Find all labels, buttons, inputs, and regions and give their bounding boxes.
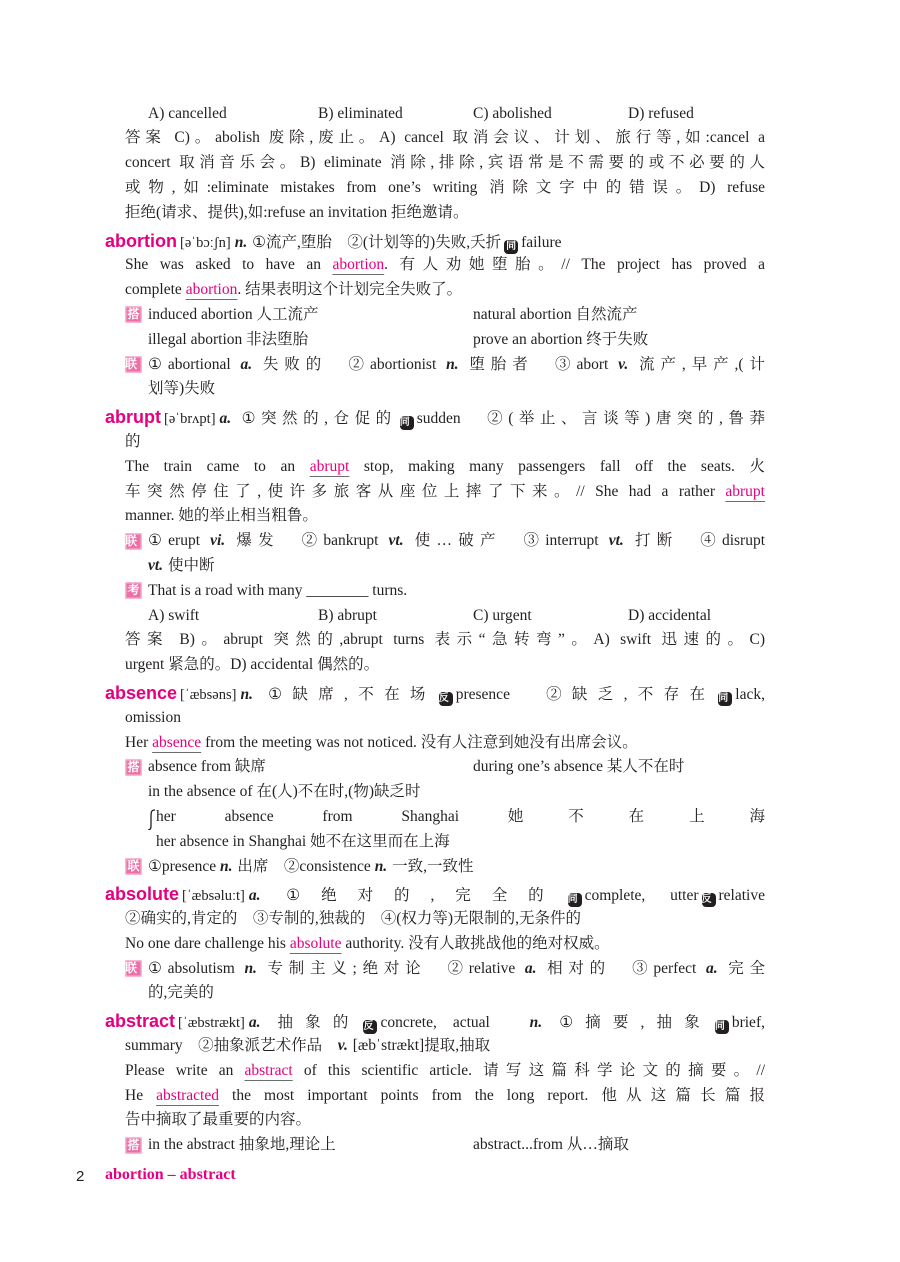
- text-line: [0, 830, 765, 855]
- entry-abortion: [0, 229, 900, 254]
- text-line: [0, 628, 765, 653]
- part-of-speech: vi.: [210, 532, 226, 550]
- text-line: [0, 981, 765, 1006]
- text: The train came to an: [125, 457, 310, 475]
- highlighted-headword: abrupt: [725, 482, 765, 500]
- text: C) abolished: [473, 104, 552, 122]
- text: lack,: [735, 685, 765, 703]
- synonym-icon: 同: [715, 1020, 729, 1034]
- antonym-icon: 反: [439, 692, 453, 706]
- page-number: 2: [76, 1168, 85, 1185]
- text: A) swift: [148, 606, 200, 624]
- part-of-speech: n.: [244, 959, 257, 977]
- text: concrete, actual: [380, 1014, 530, 1032]
- collocation: [473, 328, 648, 353]
- body-block: [0, 455, 900, 529]
- text: presence ②缺乏,不存在: [455, 685, 716, 703]
- headword: abortion: [105, 230, 177, 251]
- text-line: [0, 932, 765, 957]
- answer-option: [148, 102, 227, 127]
- text: 堕胎者 ③abort: [459, 355, 619, 373]
- text-line: [0, 430, 765, 455]
- text: sudden ②(举止、言谈等)唐突的,鲁莽: [416, 410, 765, 428]
- text: Her: [125, 733, 153, 751]
- text-line: [0, 353, 765, 378]
- text: B) eliminated: [318, 104, 403, 122]
- text: Please write an: [125, 1061, 245, 1079]
- body-block: [0, 932, 900, 957]
- text: ②确实的,肯定的 ③专制的,独裁的 ④(权力等)无限制的,无条件的: [125, 910, 581, 928]
- text-line: [0, 957, 765, 982]
- part-of-speech: v.: [337, 1037, 348, 1055]
- entry-abstract: [0, 1009, 900, 1059]
- text-line: [0, 102, 765, 127]
- antonym-icon: 反: [363, 1020, 377, 1034]
- text-line: [0, 303, 765, 328]
- text-line: [0, 907, 765, 932]
- answer-option: [318, 102, 403, 127]
- text: 的,完美的: [148, 984, 214, 1002]
- item-block: [0, 303, 900, 353]
- text: ①absolutism: [148, 959, 245, 977]
- text: [æbˈstrækt]提取,抽取: [348, 1037, 491, 1055]
- text: brief,: [731, 1014, 765, 1032]
- text: 流产,早产,(计: [629, 355, 765, 373]
- part-of-speech: a.: [219, 410, 232, 428]
- text: complete: [125, 281, 186, 299]
- text-line: [0, 1009, 765, 1034]
- dictionary-page: [0, 102, 900, 1158]
- item-block: [0, 353, 900, 403]
- text: 抽象的: [261, 1014, 361, 1032]
- text: ①流产,堕胎 ②(计划等的)失败,夭折: [248, 233, 502, 251]
- part-of-speech: vt.: [388, 532, 404, 550]
- text: stop, making many passengers fall off the seats. 火: [349, 457, 765, 475]
- text: ①摘要,抽象: [543, 1014, 712, 1032]
- part-of-speech: a.: [524, 959, 537, 977]
- text: He: [125, 1086, 157, 1104]
- text: 的: [125, 432, 141, 450]
- headword: absolute: [105, 884, 180, 905]
- options-block: [0, 604, 900, 629]
- text-line: [0, 253, 765, 278]
- text: her absence in Shanghai 她不在这里而在上海: [156, 832, 450, 850]
- answer-option: [473, 102, 552, 127]
- answer-option: [148, 604, 199, 629]
- text-line: [0, 328, 765, 353]
- collocation-icon: 搭: [125, 306, 142, 323]
- text: ①abortional: [148, 355, 241, 373]
- text-line: [0, 405, 765, 430]
- text: 使中断: [164, 556, 215, 574]
- page-headword-range: abortion – abstract: [105, 1166, 236, 1183]
- exam-icon: 考: [125, 582, 142, 599]
- highlighted-headword: abrupt: [309, 457, 350, 475]
- part-of-speech: a.: [240, 355, 253, 373]
- text-line: [0, 554, 765, 579]
- text-line: [0, 529, 765, 554]
- item-block: [0, 579, 900, 604]
- collocation: [473, 755, 684, 780]
- text: 完全: [718, 959, 765, 977]
- headword: absence: [105, 682, 178, 703]
- part-of-speech: a.: [248, 1014, 261, 1032]
- answer-option: [628, 102, 694, 127]
- body-block: [0, 731, 900, 756]
- text-line: [0, 604, 765, 629]
- item-block: [0, 755, 900, 805]
- part-of-speech: a.: [706, 959, 718, 977]
- part-of-speech: vt.: [608, 532, 624, 550]
- text-line: [0, 706, 765, 731]
- text: natural abortion 自然流产: [473, 305, 638, 323]
- text-line: [0, 731, 765, 756]
- text: from the meeting was not noticed. 没有人注意到她没有出席会议。: [201, 733, 638, 751]
- text: omission: [125, 708, 181, 726]
- text-line: [0, 176, 765, 201]
- entry-absence: [0, 681, 900, 731]
- collocation: [148, 303, 318, 328]
- text: 相对的 ③perfect: [537, 959, 706, 977]
- text: ①绝对的,完全的: [261, 887, 565, 905]
- text: 或物,如:eliminate mistakes from one’s writing 消除文字中的错误。D) refuse: [125, 178, 765, 196]
- text-line: [0, 681, 765, 706]
- related-words-icon: 联: [125, 960, 142, 977]
- synonym-icon: 同: [400, 416, 414, 430]
- collocation: [148, 1133, 336, 1158]
- text: D) accidental: [628, 606, 712, 624]
- text: 爆发 ②bankrupt: [226, 532, 389, 550]
- text: No one dare challenge his: [125, 934, 290, 952]
- text: induced abortion 人工流产: [148, 305, 319, 323]
- answer-option: [628, 604, 711, 629]
- brace-icon: [147, 808, 157, 830]
- text-line: [0, 504, 765, 529]
- text-line: [0, 780, 765, 805]
- part-of-speech: n.: [234, 233, 248, 251]
- synonym-icon: 同: [568, 893, 582, 907]
- text-line: [0, 855, 765, 880]
- collocation: [148, 328, 308, 353]
- highlighted-headword: abortion: [185, 281, 238, 299]
- collocation: [148, 755, 266, 780]
- phonetic: [əˈbɔːʃn]: [180, 234, 231, 251]
- text: 出席 ②consistence: [233, 857, 375, 875]
- text: in the absence of 在(人)不在时,(物)缺乏时: [148, 783, 421, 801]
- related-words-icon: 联: [125, 533, 142, 550]
- text-line: [0, 1084, 765, 1109]
- headword: abrupt: [105, 407, 161, 428]
- phonetic: [əˈbrʌpt]: [164, 411, 216, 428]
- part-of-speech: n.: [446, 355, 459, 373]
- text: 告中摘取了最重要的内容。: [125, 1111, 312, 1129]
- text: of this scientific article. 请写这篇科学论文的摘要。//: [292, 1061, 765, 1079]
- synonym-icon: 同: [506, 240, 517, 252]
- text: in the abstract 抽象地,理论上: [148, 1136, 336, 1154]
- text: absence from 缺席: [148, 758, 266, 776]
- item-block: [0, 855, 900, 880]
- text-line: [0, 1133, 765, 1158]
- text: ①erupt: [148, 532, 211, 550]
- text-line: [0, 1108, 765, 1133]
- highlighted-headword: absence: [152, 733, 202, 751]
- text: ①缺席,不在场: [253, 685, 436, 703]
- text-line: [0, 229, 765, 254]
- text: concert 取消音乐会。B) eliminate 消除,排除,宾语常是不需要的或不必要的人: [125, 154, 765, 172]
- part-of-speech: n.: [240, 685, 253, 703]
- item-block: [0, 529, 900, 579]
- collocation: [473, 1133, 629, 1158]
- collocation-icon: 搭: [125, 1137, 142, 1154]
- text: the most important points from the long report. 他从这篇长篇报: [218, 1086, 765, 1104]
- text: ①突然的,仓促的: [232, 410, 397, 428]
- highlighted-headword: abortion: [332, 256, 385, 274]
- text: summary ②抽象派艺术作品: [125, 1037, 338, 1055]
- text: 拒绝(请求、提供),如:refuse an invitation 拒绝邀请。: [125, 203, 469, 221]
- text-line: [0, 805, 765, 830]
- text: . 结果表明这个计划完全失败了。: [237, 281, 463, 299]
- item-block: [0, 957, 900, 1007]
- collocation-icon: 搭: [125, 759, 142, 776]
- answer-block: [0, 628, 900, 678]
- answer-block: [0, 126, 900, 225]
- text: 答案 B)。abrupt 突然的,abrupt turns 表示“急转弯”。A) swift 迅速的。C): [125, 631, 765, 649]
- brace-block: [0, 805, 900, 855]
- text: failure: [521, 233, 562, 251]
- text-line: [0, 653, 765, 678]
- text: 一致,一致性: [388, 857, 474, 875]
- answer-option: [318, 604, 377, 629]
- text: manner. 她的举止相当粗鲁。: [125, 507, 318, 525]
- text: 答案 C)。abolish 废除,废止。A) cancel 取消会议、计划、旅行等,如:cancel a: [125, 129, 765, 147]
- part-of-speech: v.: [618, 355, 629, 373]
- collocation: [473, 303, 637, 328]
- text: complete, utter: [584, 887, 699, 905]
- text-line: [0, 278, 765, 303]
- phonetic: [ˈæbsəns]: [180, 686, 237, 703]
- entry-absolute: [0, 882, 900, 932]
- body-block: [0, 253, 900, 303]
- text: 失败的 ②abortionist: [253, 355, 447, 373]
- highlighted-headword: absolute: [289, 934, 342, 952]
- text-line: [0, 455, 765, 480]
- headword: abstract: [105, 1011, 176, 1032]
- text-line: [0, 1034, 765, 1059]
- part-of-speech: vt.: [148, 556, 164, 574]
- phonetic: [ˈæbstrækt]: [178, 1015, 245, 1032]
- part-of-speech: a.: [248, 887, 261, 905]
- text: A) cancelled: [148, 104, 227, 122]
- text: 划等)失败: [148, 380, 216, 398]
- highlighted-headword: abstracted: [156, 1086, 219, 1104]
- text: her absence from Shanghai 她不在上海: [156, 807, 765, 825]
- text: ①presence: [148, 857, 220, 875]
- text-line: [0, 755, 765, 780]
- text: 打断 ④disrupt: [624, 532, 765, 550]
- text: prove an abortion 终于失败: [473, 330, 649, 348]
- text-line: [0, 377, 765, 402]
- options-block: [0, 102, 900, 127]
- text: C) urgent: [473, 606, 532, 624]
- body-block: [0, 1059, 900, 1133]
- answer-option: [473, 604, 532, 629]
- text-line: [0, 151, 765, 176]
- text: authority. 没有人敢挑战他的绝对权威。: [341, 934, 610, 952]
- text: during one’s absence 某人不在时: [473, 758, 685, 776]
- text-line: [0, 126, 765, 151]
- text: D) refused: [628, 104, 694, 122]
- text: . 有人劝她堕胎。// The project has proved a: [384, 256, 765, 274]
- text: relative: [718, 887, 765, 905]
- synonym-icon: 同: [718, 692, 732, 706]
- text: abstract...from 从…摘取: [473, 1136, 629, 1154]
- part-of-speech: n.: [374, 857, 388, 875]
- related-words-icon: 联: [125, 356, 142, 373]
- part-of-speech: n.: [219, 857, 233, 875]
- text: B) abrupt: [318, 606, 377, 624]
- text-line: [0, 579, 765, 604]
- highlighted-headword: abstract: [244, 1061, 293, 1079]
- text: That is a road with many ________ turns.: [148, 581, 408, 599]
- item-block: [0, 1133, 900, 1158]
- text-line: [0, 1059, 765, 1084]
- entry-abrupt: [0, 405, 900, 455]
- part-of-speech: n.: [529, 1014, 543, 1032]
- text-line: [0, 882, 765, 907]
- text: 车突然停住了,使许多旅客从座位上摔了下来。// She had a rather: [125, 482, 726, 500]
- text: urgent 紧急的。D) accidental 偶然的。: [125, 656, 380, 674]
- text-line: [0, 201, 765, 226]
- phonetic: [ˈæbsəluːt]: [182, 888, 245, 905]
- related-words-icon: 联: [125, 858, 142, 875]
- text: illegal abortion 非法堕胎: [148, 330, 309, 348]
- text-line: [0, 480, 765, 505]
- text: 专制主义;绝对论 ②relative: [257, 959, 525, 977]
- text: 使…破产 ③interrupt: [404, 532, 609, 550]
- antonym-icon: 反: [702, 893, 716, 907]
- text: She was asked to have an: [125, 256, 333, 274]
